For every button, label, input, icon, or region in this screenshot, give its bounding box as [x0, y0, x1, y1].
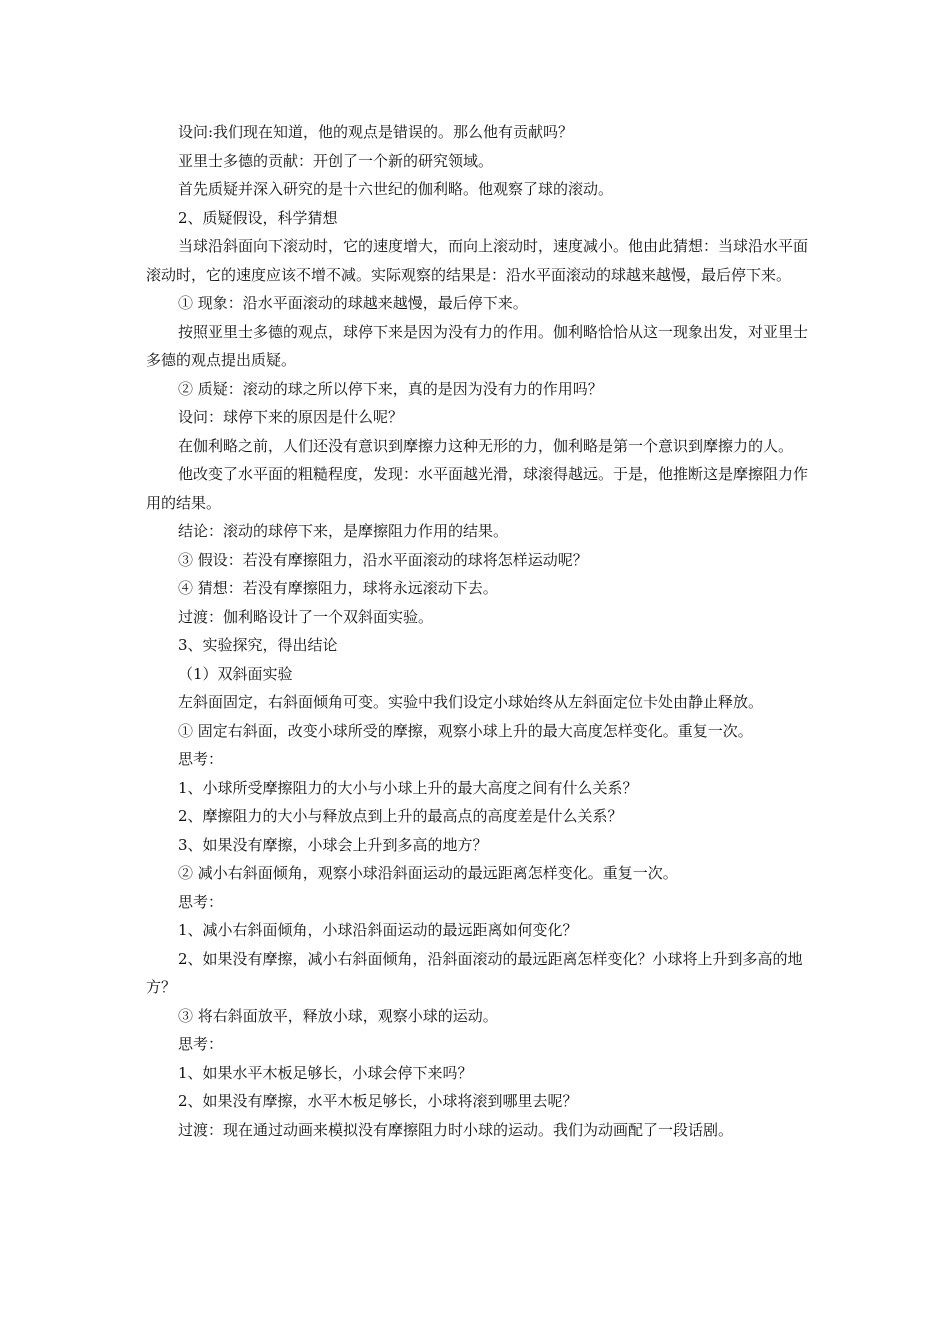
paragraph-think-label-2: 思考：	[178, 892, 224, 911]
paragraph-question-3-1: 1、如果水平木板足够长，小球会停下来吗？	[178, 1063, 473, 1082]
subsection-heading-1: （1）双斜面实验	[178, 664, 293, 683]
paragraph-aristotle-contribution: 亚里士多德的贡献：开创了一个新的研究领域。	[178, 151, 494, 170]
paragraph-galileo-intro: 首先质疑并深入研究的是十六世纪的伽利略。他观察了球的滚动。	[178, 180, 614, 198]
paragraph-aristotle-view: 按照亚里士多德的观点，球停下来是因为没有力的作用。伽利略恰恰从这一现象出发，对亚里士多德的观点提出质疑。	[146, 322, 809, 369]
paragraph-doubt: ② 质疑：滚动的球之所以停下来，真的是因为没有力的作用吗？	[178, 379, 603, 398]
paragraph-question-1-2: 2、摩擦阻力的大小与释放点到上升的最高点的高度差是什么关系？	[178, 807, 623, 825]
paragraph-step-1: ① 固定右斜面，改变小球所受的摩擦，观察小球上升的最大高度怎样变化。重复一次。	[178, 721, 753, 740]
paragraph-hypothesis: ③ 假设：若没有摩擦阻力，沿水平面滚动的球将怎样运动呢？	[178, 550, 588, 569]
paragraph-roughness-change: 他改变了水平面的粗糙程度，发现：水平面越光滑，球滚得越远。于是，他推断这是摩擦阻力作用的结果。	[146, 465, 809, 512]
paragraph-guess: ④ 猜想：若没有摩擦阻力，球将永远滚动下去。	[178, 579, 498, 597]
document-page	[146, 118, 818, 1144]
paragraph-question-2-1: 1、减小右斜面倾角，小球沿斜面运动的最远距离如何变化？	[178, 921, 578, 939]
paragraph-question-contribution: 设问:我们现在知道，他的观点是错误的。那么他有贡献吗？	[178, 123, 574, 141]
paragraph-question-reason: 设问：球停下来的原因是什么呢？	[178, 408, 404, 426]
section-heading-3: 3、实验探究，得出结论	[178, 636, 338, 654]
paragraph-transition-experiment: 过渡：伽利略设计了一个双斜面实验。	[178, 607, 434, 626]
section-heading-2: 2、质疑假设，科学猜想	[178, 208, 338, 227]
paragraph-question-1-3: 3、如果没有摩擦，小球会上升到多高的地方？	[178, 835, 488, 854]
paragraph-step-3: ③ 将右斜面放平，释放小球，观察小球的运动。	[178, 1006, 498, 1025]
paragraph-question-2-2: 2、如果没有摩擦，减小右斜面倾角，沿斜面滚动的最远距离怎样变化？小球将上升到多高的地方？	[146, 949, 803, 996]
paragraph-transition-animation: 过渡：现在通过动画来模拟没有摩擦阻力时小球的运动。我们为动画配了一段话剧。	[178, 1120, 734, 1139]
paragraph-setup: 左斜面固定，右斜面倾角可变。实验中我们设定小球始终从左斜面定位卡处由静止释放。	[178, 693, 764, 711]
paragraph-think-label-3: 思考：	[178, 1035, 224, 1053]
paragraph-slope-observation: 当球沿斜面向下滚动时，它的速度增大，而向上滚动时，速度减小。他由此猜想：当球沿水平面滚动时，它的速度应该不增不减。实际观察的结果是：沿水平面滚动的球越来越慢，最后停下来。	[146, 237, 809, 284]
paragraph-step-2: ② 减小右斜面倾角，观察小球沿斜面运动的最远距离怎样变化。重复一次。	[178, 864, 678, 882]
paragraph-question-3-2: 2、如果没有摩擦，水平木板足够长，小球将滚到哪里去呢？	[178, 1092, 578, 1110]
paragraph-friction-awareness: 在伽利略之前，人们还没有意识到摩擦力这种无形的力，伽利略是第一个意识到摩擦力的人。	[178, 436, 794, 455]
paragraph-conclusion: 结论：滚动的球停下来，是摩擦阻力作用的结果。	[178, 522, 509, 540]
paragraph-think-label-1: 思考：	[178, 750, 224, 768]
paragraph-question-1-1: 1、小球所受摩擦阻力的大小与小球上升的最大高度之间有什么关系？	[178, 778, 638, 797]
paragraph-phenomenon: ① 现象：沿水平面滚动的球越来越慢，最后停下来。	[178, 294, 528, 312]
